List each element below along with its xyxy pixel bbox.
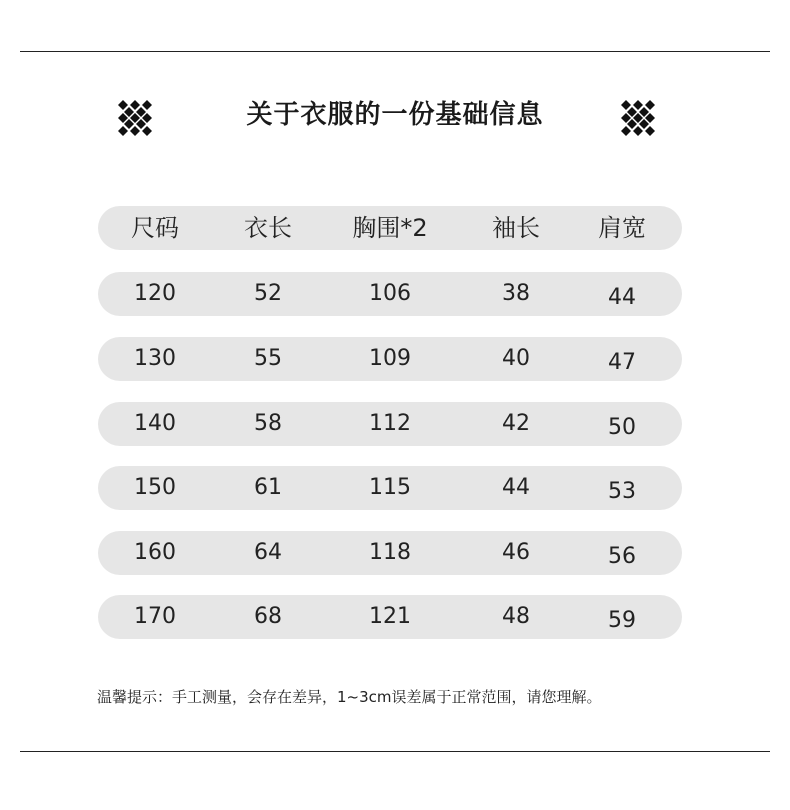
table-cell: 160 [134,540,176,565]
top-divider [20,51,770,52]
header-cell-length: 衣长 [244,214,292,242]
table-cell: 48 [502,604,530,629]
table-header-row [98,206,682,250]
table-cell: 59 [608,608,636,633]
measurement-note: 温馨提示：手工测量，会存在差异，1~3cm误差属于正常范围，请您理解。 [97,688,602,706]
table-cell: 56 [608,544,636,569]
table-cell: 120 [134,281,176,306]
table-cell: 58 [254,411,282,436]
table-cell: 118 [369,540,411,565]
table-cell: 115 [369,475,411,500]
table-cell: 44 [608,285,636,310]
table-cell: 50 [608,415,636,440]
table-cell: 140 [134,411,176,436]
table-row [98,272,682,316]
table-cell: 130 [134,346,176,371]
table-cell: 61 [254,475,282,500]
header-cell-shoulder: 肩宽 [598,214,646,242]
table-cell: 46 [502,540,530,565]
table-cell: 112 [369,411,411,436]
table-row [98,531,682,575]
page-title: 关于衣服的一份基础信息 [246,100,544,130]
table-cell: 42 [502,411,530,436]
table-cell: 106 [369,281,411,306]
bottom-divider [20,751,770,752]
header-cell-sleeve: 袖长 [492,214,540,242]
table-cell: 52 [254,281,282,306]
table-cell: 150 [134,475,176,500]
table-cell: 38 [502,281,530,306]
table-cell: 40 [502,346,530,371]
table-cell: 44 [502,475,530,500]
table-cell: 53 [608,479,636,504]
table-row [98,337,682,381]
table-row [98,402,682,446]
header-cell-chest: 胸围*2 [352,214,428,242]
table-cell: 64 [254,540,282,565]
header-cell-size: 尺码 [131,214,179,242]
table-row [98,466,682,510]
table-cell: 170 [134,604,176,629]
table-cell: 68 [254,604,282,629]
diamond-cluster-icon [620,100,656,136]
table-row [98,595,682,639]
table-cell: 121 [369,604,411,629]
table-cell: 47 [608,350,636,375]
table-cell: 55 [254,346,282,371]
table-cell: 109 [369,346,411,371]
